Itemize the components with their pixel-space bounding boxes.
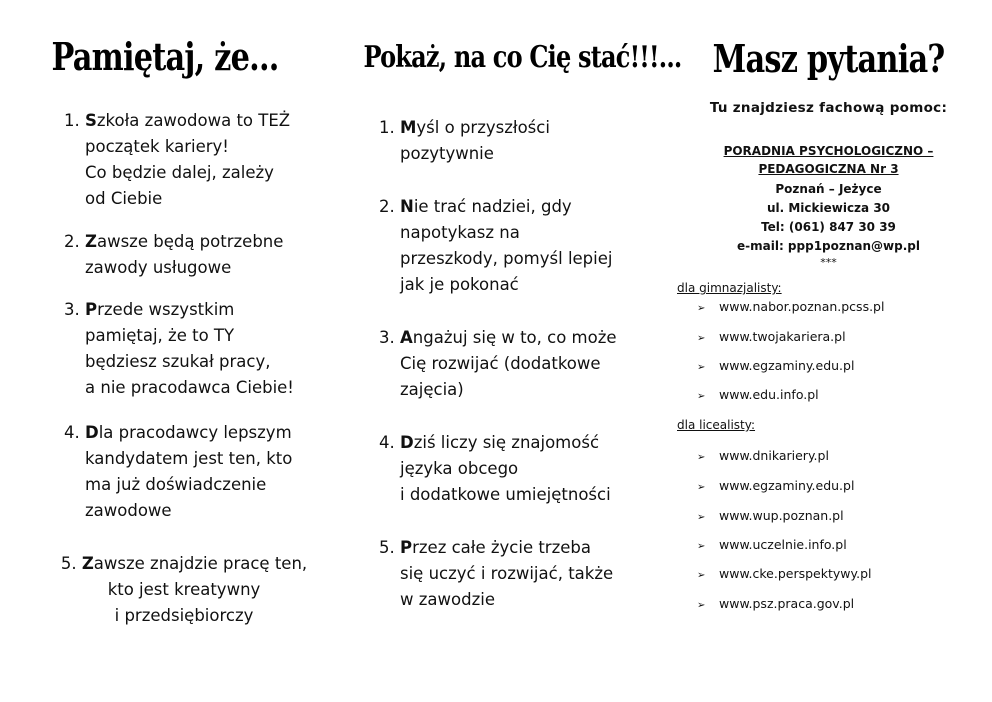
- column-title: Pamiętaj, że...: [51, 34, 279, 79]
- column-masz-pytania: [665, 0, 992, 702]
- arrow-bullet-icon: ➢: [697, 303, 706, 314]
- link-url[interactable]: www.egzaminy.edu.pl: [719, 358, 855, 373]
- link-url[interactable]: www.wup.poznan.pl: [719, 508, 844, 523]
- list-item: [697, 478, 854, 493]
- arrow-bullet-icon: ➢: [697, 570, 706, 581]
- separator-stars: ***: [820, 256, 837, 269]
- column-pokaz: [330, 0, 682, 702]
- arrow-bullet-icon: ➢: [697, 333, 706, 344]
- organization-address: Poznań – Jeżyce ul. Mickiewicza 30 Tel: (061) 847 30 39 e-mail: ppp1poznan@wp.pl: [737, 182, 920, 253]
- column-title: Masz pytania?: [712, 36, 945, 81]
- arrow-bullet-icon: ➢: [697, 452, 706, 463]
- group-label-licealista: dla licealisty:: [677, 418, 756, 432]
- list-item: 1. Szkoła zawodowa to TEŻ początek kariery! Co będzie dalej, zależy od Ciebie: [64, 111, 291, 208]
- list-item: 3. Przede wszystkim pamiętaj, że to TY będziesz szukał pracy, a nie pracodawca Ciebie!: [64, 300, 294, 397]
- list-item: 2. Nie trać nadziei, gdy napotykasz na przeszkody, pomyśl lepiej jak je pokonać: [379, 197, 613, 294]
- list-item: [697, 448, 829, 463]
- list-item: 3. Angażuj się w to, co może Cię rozwijać (dodatkowe zajęcia): [379, 328, 617, 399]
- list-item: [697, 537, 847, 552]
- link-url[interactable]: www.dnikariery.pl: [719, 448, 829, 463]
- link-url[interactable]: www.psz.praca.gov.pl: [719, 596, 855, 611]
- list-item: [697, 329, 846, 344]
- column-title: Pokaż, na co Cię stać!!!...: [363, 40, 682, 75]
- arrow-bullet-icon: ➢: [697, 362, 706, 373]
- list-item: [697, 299, 884, 314]
- list-item: [697, 566, 871, 581]
- link-url[interactable]: www.nabor.poznan.pcss.pl: [719, 299, 885, 314]
- help-intro: Tu znajdziesz fachową pomoc:: [709, 100, 948, 116]
- list-item: 5. Przez całe życie trzeba się uczyć i rozwijać, także w zawodzie: [379, 538, 614, 609]
- group-label-gimnazjalista: dla gimnazjalisty:: [677, 281, 782, 295]
- list-item: [697, 596, 854, 611]
- link-url[interactable]: www.edu.info.pl: [719, 387, 819, 402]
- list-item: [697, 508, 844, 523]
- list-item: 1. Myśl o przyszłości pozytywnie: [379, 118, 550, 163]
- column-pamietaj: [0, 0, 330, 702]
- link-url[interactable]: www.twojakariera.pl: [719, 329, 846, 344]
- list-item: 4. Dziś liczy się znajomość języka obcego i dodatkowe umiejętności: [379, 433, 611, 504]
- link-url[interactable]: www.egzaminy.edu.pl: [719, 478, 855, 493]
- arrow-bullet-icon: ➢: [697, 600, 706, 611]
- arrow-bullet-icon: ➢: [697, 391, 706, 402]
- arrow-bullet-icon: ➢: [697, 512, 706, 523]
- arrow-bullet-icon: ➢: [697, 482, 706, 493]
- list-item: [697, 358, 854, 373]
- link-url[interactable]: www.uczelnie.info.pl: [719, 537, 847, 552]
- arrow-bullet-icon: ➢: [697, 541, 706, 552]
- list-item: 4. Dla pracodawcy lepszym kandydatem jest ten, kto ma już doświadczenie zawodowe: [64, 423, 293, 520]
- list-item: 5. Zawsze znajdzie pracę ten, kto jest kreatywny i przedsiębiorczy: [60, 554, 308, 625]
- organization-name: PORADNIA PSYCHOLOGICZNO – PEDAGOGICZNA Nr 3: [723, 144, 934, 176]
- list-item: [697, 387, 819, 402]
- link-url[interactable]: www.cke.perspektywy.pl: [719, 566, 872, 581]
- list-item: 2. Zawsze będą potrzebne zawody usługowe: [64, 232, 284, 277]
